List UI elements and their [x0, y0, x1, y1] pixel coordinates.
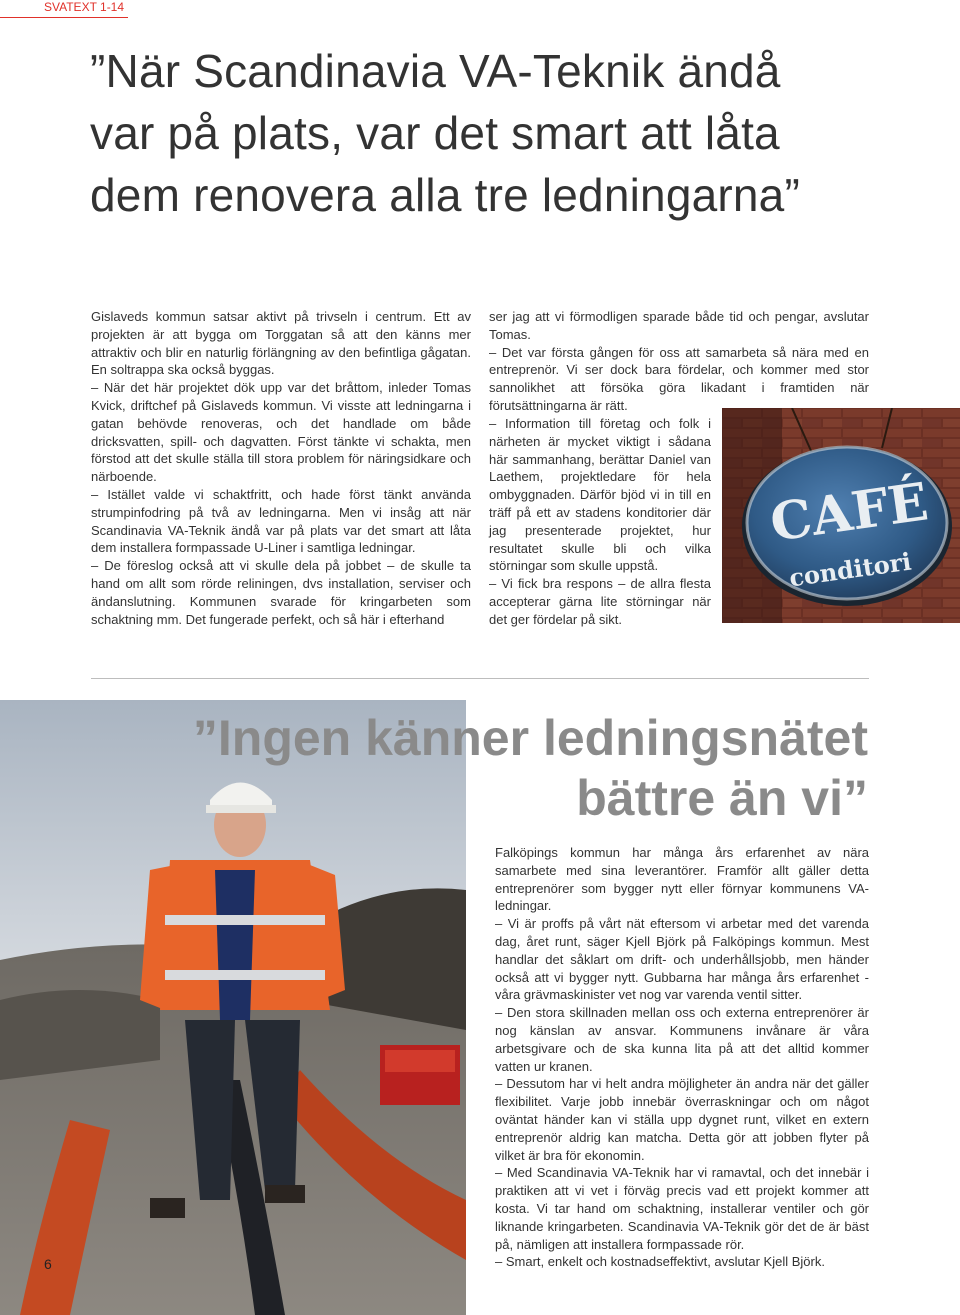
article1-column-2-top	[489, 308, 869, 415]
cafe-sign-photo	[722, 408, 960, 623]
pull-quote-line: dem renovera alla tre ledningarna”	[90, 169, 800, 221]
cafe-sign-title: CAFÉ	[766, 471, 932, 554]
paragraph: – Istället valde vi schaktfritt, och hade först tänkt använda strumpinfodring på två av ledningarna. Men vi insåg att när Scandinavia VA-Teknik ändå var på plats var det smart att låta dem installera formpassade U-Liner i samtliga ledningar.	[91, 486, 471, 556]
paragraph: Gislaveds kommun satsar aktivt på trivseln i centrum. Ett av projekten är att bygga om Torggatan så att den känns mer attraktiv och blir en naturlig förlängning av den befintliga gågatan. En soltrappa ska också byggas.	[91, 309, 471, 378]
paragraph: – Den stora skillnaden mellan oss och externa entreprenörer är nog känslan av ansvar. Kommunens invånare är våra arbetsgivare och de ska kunna lita på att det alltid kommer vatten ur kranen.	[495, 1005, 869, 1074]
paragraph: ser jag att vi förmodligen sparade både tid och pengar, avslutar Tomas.	[489, 309, 869, 342]
cafe-sign-subtitle: conditori	[787, 546, 914, 593]
paragraph: – Det var första gången för oss att samarbeta så nära med en entreprenör. Vi ser dock bara fördelar, och kommer med stor sannolikhet att försöka göra likadant i framtiden när förutsättningarna är rätt.	[489, 344, 869, 413]
section-divider	[91, 678, 869, 679]
section-tag	[0, 0, 128, 18]
pull-quote-bottom	[168, 708, 868, 828]
paragraph: – De föreslog också att vi skulle dela på jobbet – de skulle ta hand om allt som rörde reliningen, dvs installation, serviser och ändanslutning. Kommunen svarade för kringarbeten som schaktning mm. Det fungerade perfekt, och så här i efterhand	[91, 558, 471, 627]
article2-column	[495, 844, 869, 1271]
paragraph: – Vi är proffs på vårt nät eftersom vi arbetar med det varenda dag, året runt, säger Kjell Björk på Falköpings kommun. Mest handlar det såklart om drift- och underhållsjobb, men händer också att vi bygger nytt. Gubbarna har många års erfarenhet - våra grävmaskinister vet nog var varenda ventil sitter.	[495, 916, 869, 1003]
paragraph: Falköpings kommun har många års erfarenhet av nära samarbete med sina leverantörer. Framför allt gäller detta entreprenörer som bygger nytt eller förnyar kommunens VA-ledningar.	[495, 845, 869, 914]
article1-column-1	[91, 308, 471, 628]
paragraph: – Med Scandinavia VA-Teknik har vi ramavtal, och det innebär i praktiken att vi vet i förväg precis vad ett projekt kommer att kosta. Vi tar hand om schaktning, installerar ventiler och gör liknande kringarbeten. Scandinavia VA-Teknik gör det de är bäst på, nämligen att installera formpassade rör.	[495, 1165, 869, 1252]
paragraph: – Information till företag och folk i närheten är mycket viktigt i sådana här sammanhang, berättar Daniel van Laethem, projektledare för hela ombyggnaden. Därför bjöd vi in till en träff på ett av stadens konditorier där jag presenterade projektet, hur resultatet skulle bli och vilka störningar som skulle uppstå.	[489, 416, 711, 574]
pull-quote-line: ”Ingen känner ledningsnätet	[192, 710, 868, 766]
pull-quote-line: bättre än vi”	[576, 770, 868, 826]
section-tag-label: SVATEXT 1-14	[44, 0, 125, 14]
pull-quote-top	[90, 40, 890, 226]
pull-quote-line: var på plats, var det smart att låta	[90, 107, 780, 159]
cafe-sign-illustration	[722, 408, 960, 623]
paragraph: – Smart, enkelt och kostnadseffektivt, avslutar Kjell Björk.	[495, 1254, 825, 1270]
paragraph: – Dessutom har vi helt andra möjligheter än andra när det gäller flexibilitet. Varje jobb innebär överraskningar och om något oväntat händer kan vi ställa upp dygnet runt, vilket en extern entreprenör aldrig kan matcha. Detta gör att jobben flyter på vilket är bra för ekonomin.	[495, 1076, 869, 1163]
article1-column-2-narrow	[489, 415, 711, 629]
pull-quote-line: ”När Scandinavia VA-Teknik ändå	[90, 45, 781, 97]
page-number: 6	[44, 1256, 52, 1272]
paragraph: – När det här projektet dök upp var det bråttom, inleder Tomas Kvick, driftchef på Gislaveds kommun. Vi visste att ledningarna i gatan behövde renoveras, och det handlade om både dricksvatten, spill- och dagvatten. Först tänkte vi schakta, men förstod att det skulle ställa till stora problem för näringsidkare och närboende.	[91, 380, 471, 485]
paragraph: – Vi fick bra respons – de allra flesta accepterar gärna lite störningar när det ger fördelar på sikt.	[489, 576, 711, 627]
